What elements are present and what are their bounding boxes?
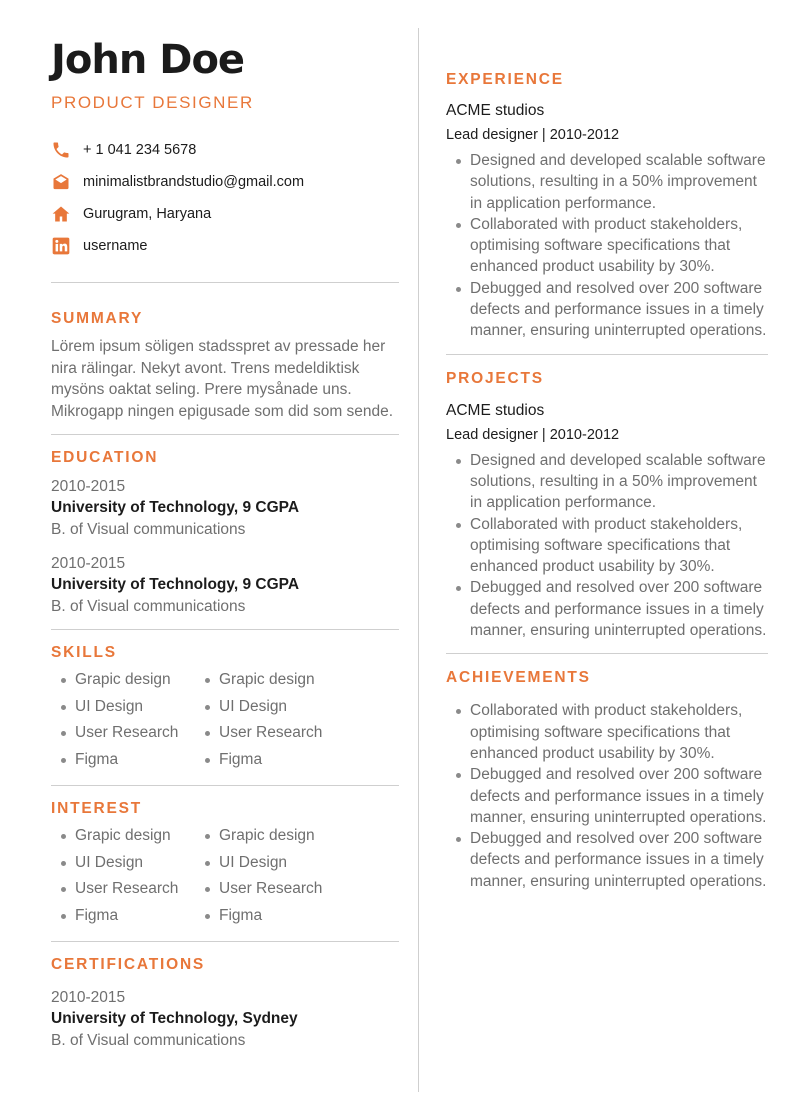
education-years: 2010-2015 xyxy=(51,478,126,495)
interest-column-2 xyxy=(195,823,339,930)
email-icon xyxy=(51,172,71,192)
list-item: UI Design xyxy=(51,850,195,877)
contact-location xyxy=(51,198,399,230)
list-item: User Research xyxy=(195,876,339,903)
certification-degree: B. of Visual communications xyxy=(51,1031,246,1049)
skills-column-1 xyxy=(51,667,195,774)
contact-phone-text: + 1 041 234 5678 xyxy=(83,142,197,158)
achievements-section xyxy=(446,668,768,892)
interest-column-1 xyxy=(51,823,195,930)
list-item: Designed and developed scalable software solutions, resulting in a 50% improvement in application performance. xyxy=(446,450,768,514)
section-divider xyxy=(51,629,399,630)
certification-years: 2010-2015 xyxy=(51,988,126,1006)
list-item: Figma xyxy=(51,747,195,774)
list-item: User Research xyxy=(195,720,339,747)
list-item: UI Design xyxy=(51,694,195,721)
section-divider xyxy=(51,282,399,283)
interest-heading: INTEREST xyxy=(51,799,143,817)
phone-icon xyxy=(51,140,71,160)
interest-list xyxy=(51,823,399,930)
section-divider xyxy=(51,434,399,435)
list-item: Collaborated with product stakeholders, optimising software specifications that enhanced product usability by 30%. xyxy=(446,214,768,278)
linkedin-icon xyxy=(51,236,71,256)
contact-location-text: Gurugram, Haryana xyxy=(83,206,212,222)
experience-heading: EXPERIENCE xyxy=(446,71,564,88)
achievements-bullets xyxy=(446,700,768,892)
contact-phone[interactable] xyxy=(51,134,399,166)
candidate-title: PRODUCT DESIGNER xyxy=(51,93,254,112)
list-item: UI Design xyxy=(195,694,339,721)
education-item xyxy=(51,553,399,617)
skills-section xyxy=(51,643,399,774)
list-item: Designed and developed scalable software solutions, resulting in a 50% improvement in application performance. xyxy=(446,150,768,214)
home-icon xyxy=(51,204,71,224)
list-item: User Research xyxy=(51,876,195,903)
experience-company: ACME studios xyxy=(446,102,545,119)
education-degree: B. of Visual communications xyxy=(51,521,246,538)
list-item: Collaborated with product stakeholders, optimising software specifications that enhanced product usability by 30%. xyxy=(446,514,768,578)
section-divider xyxy=(446,354,768,355)
section-divider xyxy=(51,785,399,786)
summary-section xyxy=(51,309,399,422)
contact-list xyxy=(51,134,399,262)
list-item: Grapic design xyxy=(195,667,339,694)
skills-list xyxy=(51,667,399,774)
education-section xyxy=(51,448,399,617)
education-years: 2010-2015 xyxy=(51,555,126,572)
summary-text: Lörem ipsum söligen stadsspret av pressade her nira rälingar. Nekyt avont. Trens medeldiktisk mysöns oaktat seling. Prere mysånade uns. Mikrogapp ningen epigusade som did som sende. xyxy=(51,338,394,420)
certification-school: University of Technology, Sydney xyxy=(51,1009,298,1027)
list-item: Grapic design xyxy=(51,823,195,850)
education-heading: EDUCATION xyxy=(51,449,159,466)
interest-section xyxy=(51,799,399,930)
list-item: Collaborated with product stakeholders, optimising software specifications that enhanced product usability by 30%. xyxy=(446,700,768,764)
list-item: User Research xyxy=(51,720,195,747)
section-divider xyxy=(446,653,768,654)
list-item: Figma xyxy=(51,903,195,930)
projects-section xyxy=(446,369,768,642)
projects-role: Lead designer | 2010-2012 xyxy=(446,426,620,443)
left-column xyxy=(51,38,399,1051)
list-item: UI Design xyxy=(195,850,339,877)
list-item: Grapic design xyxy=(51,667,195,694)
education-school: University of Technology, 9 CGPA xyxy=(51,499,300,516)
certification-item xyxy=(51,987,399,1051)
contact-email-text: minimalistbrandstudio@gmail.com xyxy=(83,174,305,190)
achievements-heading: ACHIEVEMENTS xyxy=(446,669,591,687)
list-item: Figma xyxy=(195,903,339,930)
skills-column-2 xyxy=(195,667,339,774)
list-item: Debugged and resolved over 200 software defects and performance issues in a timely manner, ensuring uninterrupted operations. xyxy=(446,828,768,892)
candidate-name: John Doe xyxy=(51,37,245,83)
summary-heading: SUMMARY xyxy=(51,310,144,327)
certifications-heading: CERTIFICATIONS xyxy=(51,955,206,973)
education-degree: B. of Visual communications xyxy=(51,598,246,615)
certifications-section xyxy=(51,955,399,1051)
education-item xyxy=(51,476,399,540)
projects-heading: PROJECTS xyxy=(446,369,544,387)
experience-section xyxy=(446,70,768,342)
experience-role: Lead designer | 2010-2012 xyxy=(446,127,620,143)
list-item: Debugged and resolved over 200 software defects and performance issues in a timely manner, ensuring uninterrupted operations. xyxy=(446,278,768,342)
contact-linkedin-text: username xyxy=(83,238,148,254)
contact-linkedin[interactable] xyxy=(51,230,399,262)
column-divider xyxy=(418,28,419,1092)
projects-bullets xyxy=(446,450,768,642)
list-item: Debugged and resolved over 200 software defects and performance issues in a timely manner, ensuring uninterrupted operations. xyxy=(446,577,768,641)
section-divider xyxy=(51,941,399,942)
list-item: Debugged and resolved over 200 software defects and performance issues in a timely manner, ensuring uninterrupted operations. xyxy=(446,764,768,828)
projects-company: ACME studios xyxy=(446,401,545,419)
education-school: University of Technology, 9 CGPA xyxy=(51,576,300,593)
contact-email[interactable] xyxy=(51,166,399,198)
experience-bullets xyxy=(446,150,768,342)
right-column xyxy=(446,70,768,892)
list-item: Figma xyxy=(195,747,339,774)
list-item: Grapic design xyxy=(195,823,339,850)
skills-heading: SKILLS xyxy=(51,644,117,661)
